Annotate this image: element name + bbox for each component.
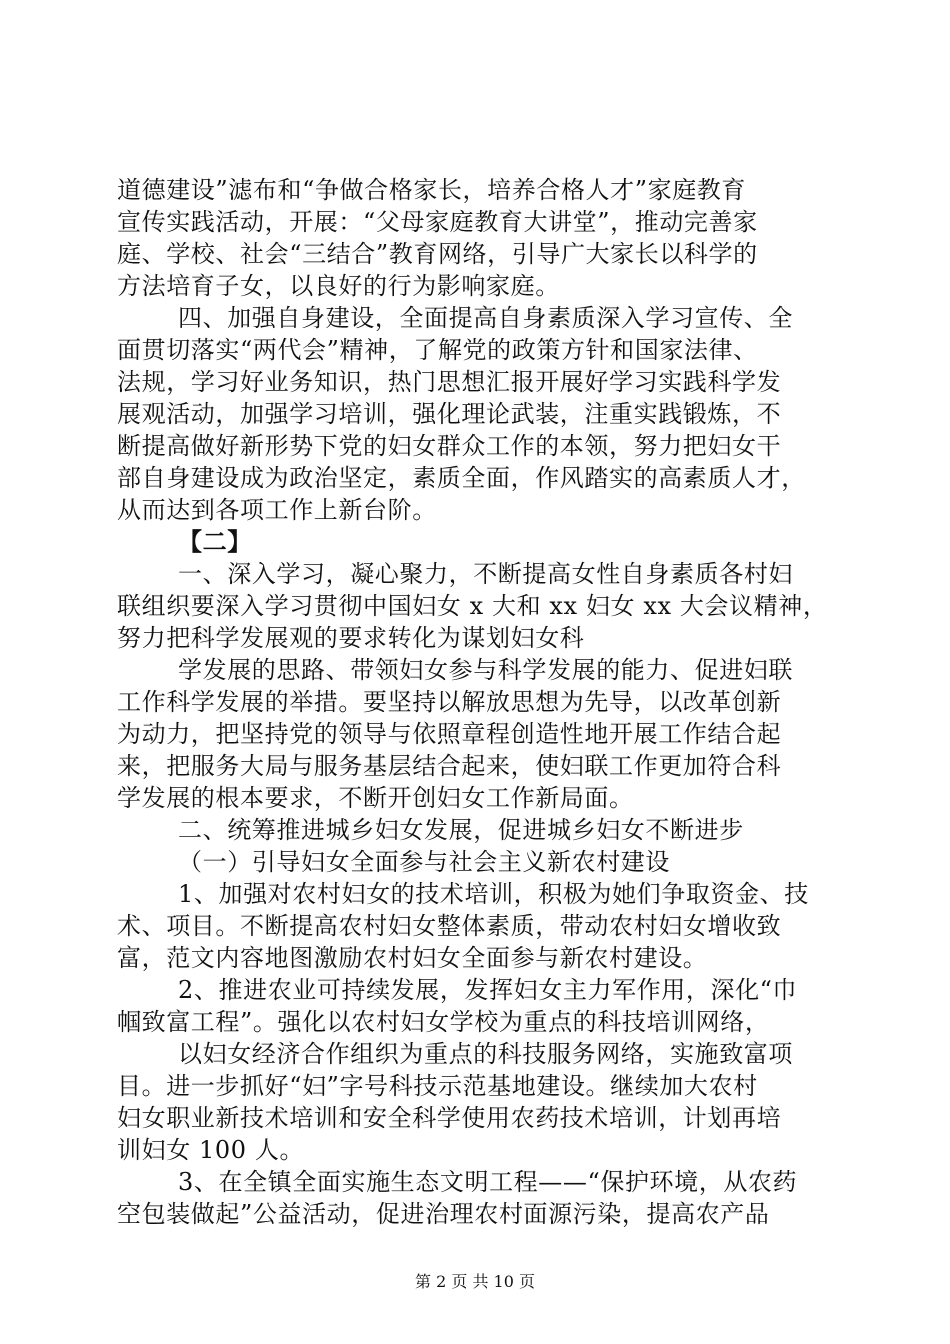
text-line: 联组织要深入学习贯彻中国妇女 x 大和 xx 妇女 xx 大会议精神， [117, 592, 828, 620]
text-line: 训妇女 100 人。 [117, 1136, 305, 1164]
text-line: 妇女职业新技术培训和安全科学使用农药技术培训，计划再培 [117, 1104, 782, 1132]
text-line: 工作科学发展的举措。要坚持以解放思想为先导，以改革创新 [117, 688, 782, 716]
section-heading: 【二】 [178, 527, 252, 556]
text-line: 学发展的思路、带领妇女参与科学发展的能力、促进妇联 [178, 656, 793, 684]
text-line: 富，范文内容地图激励农村妇女全面参与新农村建设。 [117, 944, 708, 972]
text-line: 努力把科学发展观的要求转化为谋划妇女科 [117, 624, 585, 652]
text-line: 为动力，把坚持党的领导与依照章程创造性地开展工作结合起 [117, 720, 782, 748]
text-line: 四、加强自身建设，全面提高自身素质深入学习宣传、全 [178, 304, 793, 332]
text-line: 庭、学校、社会“三结合”教育网络，引导广大家长以科学的 [117, 240, 758, 268]
text-line: 二、统筹推进城乡妇女发展，促进城乡妇女不断进步 [178, 816, 744, 844]
text-line: 学发展的根本要求，不断开创妇女工作新局面。 [117, 784, 634, 812]
text-line: 从而达到各项工作上新台阶。 [117, 496, 437, 524]
text-line: 展观活动，加强学习培训，强化理论武装，注重实践锻炼，不 [117, 400, 782, 428]
text-line: （一）引导妇女全面参与社会主义新农村建设 [178, 848, 670, 876]
text-line: 来，把服务大局与服务基层结合起来，使妇联工作更加符合科 [117, 752, 782, 780]
text-line: 以妇女经济合作组织为重点的科技服务网络，实施致富项 [178, 1040, 793, 1068]
text-line: 方法培育子女，以良好的行为影响家庭。 [117, 272, 560, 300]
text-line: 空包装做起”公益活动，促进治理农村面源污染，提高农产品 [117, 1200, 770, 1228]
page-number-footer: 第 2 页 共 10 页 [415, 1272, 535, 1291]
text-line: 断提高做好新形势下党的妇女群众工作的本领，努力把妇女干 [117, 432, 782, 460]
text-line: 2、推进农业可持续发展，发挥妇女主力军作用，深化“巾 [178, 976, 798, 1004]
text-line: 一、深入学习，凝心聚力，不断提高女性自身素质各村妇 [178, 560, 793, 588]
text-line: 面贯切落实“两代会”精神，了解党的政策方针和国家法律、 [117, 336, 758, 364]
text-line: 帼致富工程”。强化以农村妇女学校为重点的科技培训网络， [117, 1008, 770, 1036]
text-line: 宣传实践活动，开展：“父母家庭教育大讲堂”，推动完善家 [117, 208, 758, 236]
text-line: 术、项目。不断提高农村妇女整体素质，带动农村妇女增收致 [117, 912, 782, 940]
text-line: 1、加强对农村妇女的技术培训，积极为她们争取资金、技 [178, 880, 809, 908]
text-line: 道德建设”滤布和“争做合格家长，培养合格人才”家庭教育 [117, 176, 747, 204]
text-line: 3、在全镇全面实施生态文明工程——“保护环境，从农药 [178, 1168, 798, 1196]
text-line: 目。进一步抓好“妇”字号科技示范基地建设。继续加大农村 [117, 1072, 758, 1100]
text-line: 部自身建设成为政治坚定，素质全面，作风踏实的高素质人才， [117, 464, 806, 492]
text-line: 法规，学习好业务知识，热门思想汇报开展好学习实践科学发 [117, 368, 782, 396]
